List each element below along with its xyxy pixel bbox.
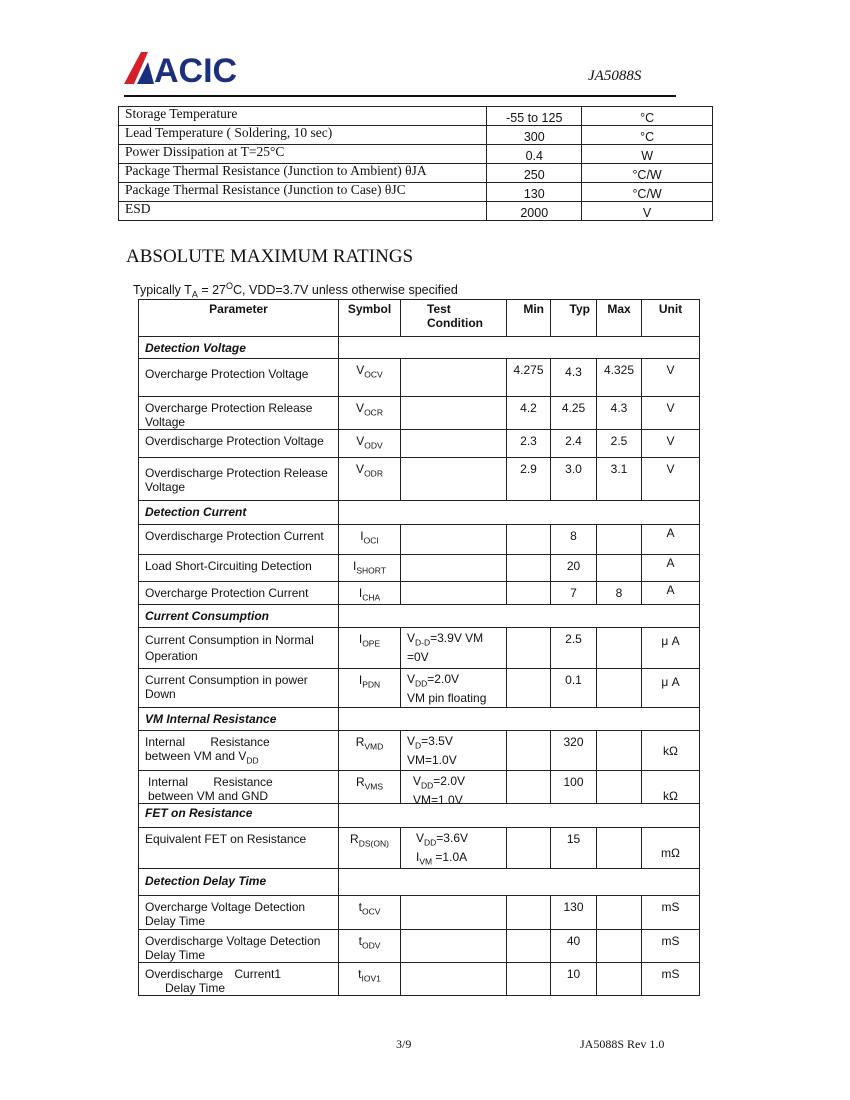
max-cell <box>597 628 642 669</box>
param-cell: Lead Temperature ( Soldering, 10 sec) <box>119 126 487 145</box>
test-cell <box>401 525 507 555</box>
section-label: VM Internal Resistance <box>139 708 339 731</box>
unit-cell: °C <box>582 126 713 145</box>
electrical-characteristics-table <box>138 299 700 996</box>
typ-cell: 10 <box>551 963 597 996</box>
unit-cell: mS <box>642 963 700 996</box>
typ-cell: 8 <box>551 525 597 555</box>
max-cell: 3.1 <box>597 458 642 501</box>
param-cell: Load Short-Circuiting Detection <box>139 555 339 582</box>
table-row <box>139 963 700 996</box>
typ-cell: 40 <box>551 930 597 963</box>
min-cell <box>507 525 551 555</box>
table-row <box>119 126 713 145</box>
param-cell: Overcharge Protection Current <box>139 582 339 605</box>
max-cell <box>597 828 642 869</box>
typ-cell: 4.3 <box>551 359 597 397</box>
header-min: Min <box>507 300 551 337</box>
param-cell: ESD <box>119 202 487 221</box>
table-row <box>139 828 700 869</box>
header-parameter: Parameter <box>139 300 339 337</box>
unit-cell: °C/W <box>582 183 713 202</box>
test-cell <box>401 582 507 605</box>
min-cell <box>507 555 551 582</box>
max-cell <box>597 555 642 582</box>
unit-cell: kΩ <box>642 731 700 771</box>
typ-cell: 20 <box>551 555 597 582</box>
value-cell: -55 to 125 <box>487 107 582 126</box>
param-cell: Package Thermal Resistance (Junction to Case) θJC <box>119 183 487 202</box>
max-cell <box>597 525 642 555</box>
symbol-cell: $t_{OCV}$ <box>339 896 401 930</box>
param-cell: Equivalent FET on Resistance <box>139 828 339 869</box>
svg-text:ACIC: ACIC <box>154 52 238 90</box>
max-cell <box>597 771 642 804</box>
typ-cell: 130 <box>551 896 597 930</box>
table-row <box>139 397 700 430</box>
min-cell <box>507 963 551 996</box>
unit-cell: V <box>642 430 700 458</box>
min-cell <box>507 771 551 804</box>
value-cell: 300 <box>487 126 582 145</box>
param-cell: Power Dissipation at T=25°C <box>119 145 487 164</box>
table-row <box>139 771 700 804</box>
test-cell <box>401 430 507 458</box>
value-cell: 130 <box>487 183 582 202</box>
test-cell <box>401 963 507 996</box>
section-label: Detection Voltage <box>139 337 339 359</box>
unit-cell: A <box>642 555 700 582</box>
unit-cell: μ A <box>642 628 700 669</box>
param-cell: Overcharge Voltage Detection Delay Time <box>139 896 339 930</box>
value-cell: 0.4 <box>487 145 582 164</box>
table-row <box>139 628 700 669</box>
min-cell <box>507 930 551 963</box>
section-label: Current Consumption <box>139 605 339 628</box>
header-max: Max <box>597 300 642 337</box>
section-row <box>139 605 700 628</box>
test-cell <box>401 397 507 430</box>
absolute-ratings-table <box>118 106 713 221</box>
table-row <box>119 107 713 126</box>
symbol-cell: $V_{ODR}$ <box>339 458 401 501</box>
header-unit: Unit <box>642 300 700 337</box>
typ-cell: 0.1 <box>551 669 597 708</box>
unit-cell: V <box>642 359 700 397</box>
min-cell: 4.275 <box>507 359 551 397</box>
test-cell: $V_{DD}=3.6V$ $I_{VM} =1.0A$ <box>401 828 507 869</box>
min-cell <box>507 828 551 869</box>
symbol-cell: $V_{ODV}$ <box>339 430 401 458</box>
unit-cell: μ A <box>642 669 700 708</box>
unit-cell: V <box>642 397 700 430</box>
max-cell <box>597 669 642 708</box>
table-row <box>139 669 700 708</box>
min-cell <box>507 896 551 930</box>
table-row <box>139 582 700 605</box>
section-spacer <box>339 708 700 731</box>
typ-cell: 15 <box>551 828 597 869</box>
test-conditions-note: Typically $T_A = 27^OC$, VDD=3.7V unless otherwise specified <box>133 281 458 300</box>
symbol-cell: $I_{SHORT}$ <box>339 555 401 582</box>
symbol-cell: $R_{VMD}$ <box>339 731 401 771</box>
max-cell <box>597 963 642 996</box>
max-cell: 4.3 <box>597 397 642 430</box>
max-cell: 4.325 <box>597 359 642 397</box>
typ-cell: 320 <box>551 731 597 771</box>
section-row <box>139 337 700 359</box>
min-cell: 2.9 <box>507 458 551 501</box>
test-cell: $V_{DD}=2.0V$ VM=1.0V <box>401 771 507 804</box>
max-cell: 8 <box>597 582 642 605</box>
table-row <box>119 202 713 221</box>
symbol-cell: $I_{CHA}$ <box>339 582 401 605</box>
unit-cell: kΩ <box>642 771 700 804</box>
table-header-row <box>139 300 700 337</box>
typ-cell: 3.0 <box>551 458 597 501</box>
min-cell <box>507 731 551 771</box>
unit-cell: mS <box>642 896 700 930</box>
table-row <box>119 164 713 183</box>
section-spacer <box>339 501 700 525</box>
table-row <box>139 525 700 555</box>
section-spacer <box>339 804 700 828</box>
table-row <box>139 555 700 582</box>
table-row <box>139 359 700 397</box>
section-label: FET on Resistance <box>139 804 339 828</box>
param-cell: Overcharge Protection Release Voltage <box>139 397 339 430</box>
header-test-condition: Test Condition <box>401 300 507 337</box>
symbol-cell: $I_{OPE}$ <box>339 628 401 669</box>
max-cell <box>597 930 642 963</box>
param-cell: Current Consumption in Normal Operation <box>139 628 339 669</box>
unit-cell: mS <box>642 930 700 963</box>
param-cell: Current Consumption in power Down <box>139 669 339 708</box>
symbol-cell: $V_{OCR}$ <box>339 397 401 430</box>
unit-cell: W <box>582 145 713 164</box>
section-spacer <box>339 337 700 359</box>
typ-cell: 2.4 <box>551 430 597 458</box>
symbol-cell: $R_{VMS}$ <box>339 771 401 804</box>
param-cell: Internal Resistance between VM and $V_{DD}$ <box>139 731 339 771</box>
section-row <box>139 708 700 731</box>
param-cell: Overcharge Protection Voltage <box>139 359 339 397</box>
footer-page-number: 3/9 <box>396 1037 412 1051</box>
unit-cell: °C <box>582 107 713 126</box>
param-cell: Overdischarge Protection Release Voltage <box>139 458 339 501</box>
section-spacer <box>339 605 700 628</box>
acic-logo <box>124 50 238 90</box>
section-label: Detection Delay Time <box>139 869 339 896</box>
section-spacer <box>339 869 700 896</box>
section-row <box>139 501 700 525</box>
unit-cell: A <box>642 582 700 605</box>
typ-cell: 2.5 <box>551 628 597 669</box>
unit-cell: V <box>642 458 700 501</box>
param-cell: Storage Temperature <box>119 107 487 126</box>
symbol-cell: $I_{OCI}$ <box>339 525 401 555</box>
table-row <box>119 145 713 164</box>
test-cell: $V_{DD}=2.0V$ VM pin floating <box>401 669 507 708</box>
test-cell: $V_{D-D}=3.9V$ VM =0V <box>401 628 507 669</box>
typ-cell: 4.25 <box>551 397 597 430</box>
max-cell <box>597 896 642 930</box>
header-rule <box>124 95 676 97</box>
table-row <box>139 896 700 930</box>
param-cell: Overdischarge Voltage Detection Delay Time <box>139 930 339 963</box>
symbol-cell: $t_{IOV1}$ <box>339 963 401 996</box>
footer-revision: JA5088S Rev 1.0 <box>580 1037 665 1051</box>
table-row <box>119 183 713 202</box>
max-cell <box>597 731 642 771</box>
max-cell: 2.5 <box>597 430 642 458</box>
min-cell <box>507 582 551 605</box>
table-row <box>139 458 700 501</box>
table-row <box>139 430 700 458</box>
section-label: Detection Current <box>139 501 339 525</box>
unit-cell: mΩ <box>642 828 700 869</box>
symbol-cell: $R_{DS(ON)}$ <box>339 828 401 869</box>
symbol-cell: $t_{ODV}$ <box>339 930 401 963</box>
header-typ: Typ <box>551 300 597 337</box>
param-cell: Package Thermal Resistance (Junction to Ambient) θJA <box>119 164 487 183</box>
test-cell <box>401 896 507 930</box>
min-cell <box>507 628 551 669</box>
unit-cell: V <box>582 202 713 221</box>
symbol-cell: $V_{OCV}$ <box>339 359 401 397</box>
table-row <box>139 731 700 771</box>
unit-cell: °C/W <box>582 164 713 183</box>
table-row <box>139 930 700 963</box>
min-cell: 4.2 <box>507 397 551 430</box>
section-title: ABSOLUTE MAXIMUM RATINGS <box>126 246 414 267</box>
param-cell: Internal Resistance between VM and GND <box>139 771 339 804</box>
unit-cell: A <box>642 525 700 555</box>
param-cell: Overdischarge Protection Voltage <box>139 430 339 458</box>
test-cell: $V_D=3.5V$ VM=1.0V <box>401 731 507 771</box>
section-row <box>139 869 700 896</box>
test-cell <box>401 555 507 582</box>
header-symbol: Symbol <box>339 300 401 337</box>
value-cell: 2000 <box>487 202 582 221</box>
min-cell: 2.3 <box>507 430 551 458</box>
header-part-number: JA5088S <box>588 68 642 84</box>
test-cell <box>401 930 507 963</box>
value-cell: 250 <box>487 164 582 183</box>
symbol-cell: $I_{PDN}$ <box>339 669 401 708</box>
typ-cell: 7 <box>551 582 597 605</box>
test-cell <box>401 359 507 397</box>
test-cell <box>401 458 507 501</box>
min-cell <box>507 669 551 708</box>
section-row <box>139 804 700 828</box>
param-cell: Overdischarge Protection Current <box>139 525 339 555</box>
param-cell: Overdischarge Current1 Delay Time <box>139 963 339 996</box>
typ-cell: 100 <box>551 771 597 804</box>
